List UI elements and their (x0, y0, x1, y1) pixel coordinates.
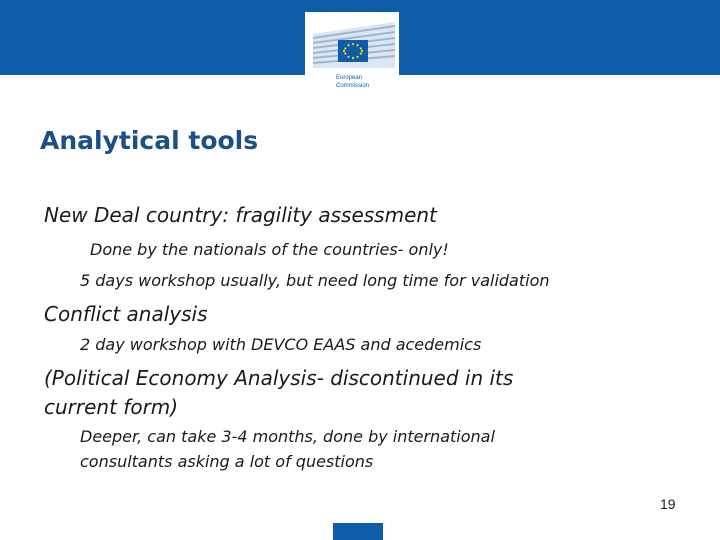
bullet-new-deal: New Deal country: fragility assessment (44, 203, 437, 227)
logo-text-line2: Commission (336, 83, 370, 89)
page-number: 19 (660, 496, 676, 512)
bullet-conflict-analysis: Conflict analysis (44, 302, 208, 326)
european-commission-logo (305, 12, 399, 100)
bullet-political-economy-line2: current form) (44, 395, 179, 419)
sub-bullet-workshop: 5 days workshop usually, but need long time for validation (80, 271, 550, 290)
sub-bullet-deeper-line2: consultants asking a lot of questions (80, 452, 374, 471)
sub-bullet-devco: 2 day workshop with DEVCO EAAS and acedemics (80, 335, 482, 354)
bullet-political-economy-line1: (Political Economy Analysis- discontinued in its (44, 366, 514, 390)
sub-bullet-nationals: Done by the nationals of the countries- only! (90, 240, 449, 259)
footer-bar (333, 523, 383, 540)
slide-title: Analytical tools (40, 126, 259, 155)
logo-text-line1: European (336, 75, 363, 81)
sub-bullet-deeper-line1: Deeper, can take 3-4 months, done by international (80, 427, 495, 446)
